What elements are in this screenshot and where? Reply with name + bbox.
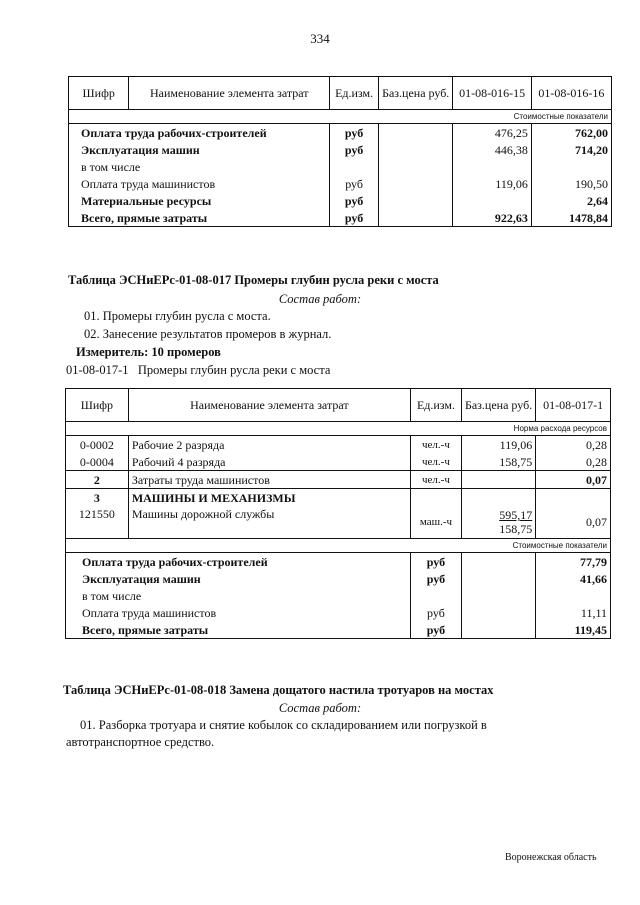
row-price: 119,06	[461, 436, 535, 454]
row-name: Эксплуатация машин	[66, 570, 411, 587]
table-row	[66, 570, 611, 587]
row-unit: руб	[330, 175, 379, 192]
col-header-name: Наименование элемента затрат	[129, 77, 330, 110]
row-name: Рабочий 4 разряда	[128, 453, 410, 471]
row-value-15: 476,25	[453, 124, 532, 142]
row-value-16: 2,64	[531, 192, 611, 209]
work-heading-017: Состав работ:	[278, 292, 362, 306]
subheader-row	[69, 110, 612, 124]
row-name: Оплата труда машинистов	[69, 175, 330, 192]
row-value: 41,66	[536, 570, 611, 587]
cost-table-1	[68, 76, 612, 227]
row-name: Затраты труда машинистов	[128, 471, 410, 489]
work-item-2: 02. Занесение результатов промеров в журнал.	[84, 327, 332, 341]
row-unit: чел.-ч	[410, 453, 461, 471]
col-header-price: Баз.цена руб.	[379, 77, 453, 110]
table-row	[66, 621, 611, 639]
col-header-unit: Ед.изм.	[330, 77, 379, 110]
subheader-cost-indicators: Стоимостные показатели	[69, 110, 612, 124]
row-unit: чел.-ч	[410, 436, 461, 454]
subheader-row	[66, 539, 611, 553]
col-header-name: Наименование элемента затрат	[128, 389, 410, 422]
row-value: 77,79	[536, 553, 611, 571]
code-line: 01-08-017-1 Промеры глубин русла реки с моста	[66, 363, 331, 377]
row-name: Эксплуатация машин	[69, 141, 330, 158]
row-value-16: 762,00	[531, 124, 611, 142]
row-name: МАШИНЫ И МЕХАНИЗМЫ	[128, 489, 410, 507]
table-row	[66, 436, 611, 454]
row-name: Машины дорожной службы	[128, 506, 410, 539]
row-name: Рабочие 2 разряда	[128, 436, 410, 454]
table-row	[66, 453, 611, 471]
row-unit: маш.-ч	[410, 506, 461, 539]
row-unit: руб	[410, 570, 461, 587]
row-code: 0-0004	[66, 453, 129, 471]
table-row	[66, 471, 611, 489]
footer-region: Воронежская область	[505, 852, 597, 863]
row-code: 121550	[66, 506, 129, 539]
work-heading-018: Состав работ:	[278, 701, 362, 715]
page-number: 334	[310, 31, 330, 46]
table-row	[69, 124, 612, 142]
row-code: 2	[66, 471, 129, 489]
work-item-1: 01. Промеры глубин русла с моста.	[84, 309, 271, 323]
row-price	[461, 506, 535, 539]
row-value: 119,45	[536, 621, 611, 639]
table-row	[69, 209, 612, 227]
row-value: 0,07	[536, 471, 611, 489]
table-row	[69, 158, 612, 175]
row-value-16: 1478,84	[531, 209, 611, 227]
col-header-code-15: 01-08-016-15	[453, 77, 532, 110]
row-unit: руб	[330, 141, 379, 158]
row-value-15: 446,38	[453, 141, 532, 158]
row-name: Оплата труда рабочих-строителей	[69, 124, 330, 142]
col-header-code-16: 01-08-016-16	[531, 77, 611, 110]
price-line-2: 158,75	[499, 522, 533, 536]
work-item-1-018-cont: автотранспортное средство.	[66, 735, 215, 749]
row-price	[461, 471, 535, 489]
row-unit: руб	[330, 209, 379, 227]
row-value-15	[453, 192, 532, 209]
col-header-code: Шифр	[69, 77, 129, 110]
row-name: Оплата труда рабочих-строителей	[66, 553, 411, 571]
row-price: 158,75	[461, 453, 535, 471]
row-value: 0,28	[536, 453, 611, 471]
table-row	[69, 175, 612, 192]
row-unit: руб	[330, 124, 379, 142]
subheader-row	[66, 422, 611, 436]
meter-label: Измеритель: 10 промеров	[76, 345, 221, 359]
row-value: 0,07	[536, 506, 611, 539]
row-value-16: 190,50	[531, 175, 611, 192]
row-value-15: 922,63	[453, 209, 532, 227]
row-unit: чел.-ч	[410, 471, 461, 489]
col-header-unit: Ед.изм.	[410, 389, 461, 422]
table-row	[69, 192, 612, 209]
subheader-resource-norm: Норма расхода ресурсов	[66, 422, 611, 436]
row-code: 3	[66, 489, 129, 507]
col-header-price: Баз.цена руб.	[461, 389, 535, 422]
row-unit: руб	[410, 621, 461, 639]
row-unit: руб	[410, 553, 461, 571]
col-header-code-017: 01-08-017-1	[536, 389, 611, 422]
table-header-row	[69, 77, 612, 110]
section-title-017: Таблица ЭСНиЕРс-01-08-017 Промеры глубин русла реки с моста	[68, 273, 439, 287]
section-title-018: Таблица ЭСНиЕРс-01-08-018 Замена дощатого настила тротуаров на мостах	[63, 683, 494, 697]
row-unit: руб	[330, 192, 379, 209]
row-name: Материальные ресурсы	[69, 192, 330, 209]
row-name: в том числе	[69, 158, 330, 175]
row-value-16: 714,20	[531, 141, 611, 158]
work-item-1-018: 01. Разборка тротуара и снятие кобылок со складированием или погрузкой в	[80, 718, 487, 732]
price-line-1: 595,17	[499, 508, 533, 522]
row-name: Оплата труда машинистов	[66, 604, 411, 621]
table-row	[66, 489, 611, 507]
table-row	[66, 553, 611, 571]
row-value: 0,28	[536, 436, 611, 454]
col-header-code: Шифр	[66, 389, 129, 422]
row-unit: руб	[410, 604, 461, 621]
row-name: Всего, прямые затраты	[69, 209, 330, 227]
row-name: Всего, прямые затраты	[66, 621, 411, 639]
table-row	[69, 141, 612, 158]
table-header-row	[66, 389, 611, 422]
row-value-15: 119,06	[453, 175, 532, 192]
row-code: 0-0002	[66, 436, 129, 454]
cost-table-2	[65, 388, 611, 639]
table-row	[66, 604, 611, 621]
row-value: 11,11	[536, 604, 611, 621]
row-name: в том числе	[66, 587, 411, 604]
subheader-cost-indicators: Стоимостные показатели	[66, 539, 611, 553]
table-row	[66, 506, 611, 539]
table-row	[66, 587, 611, 604]
